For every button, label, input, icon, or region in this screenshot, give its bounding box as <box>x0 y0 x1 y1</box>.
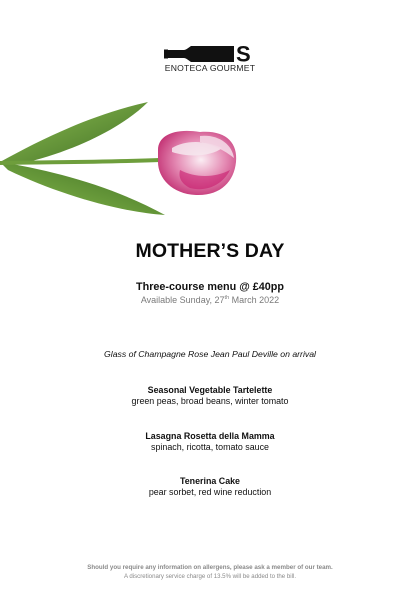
course-description: spinach, ricotta, tomato sauce <box>151 442 269 452</box>
service-charge-note: A discretionary service charge of 13.5% will be added to the bill. <box>123 573 297 580</box>
course-name: Seasonal Vegetable Tartelette <box>147 385 273 395</box>
logo-letter: S <box>236 41 251 64</box>
course-description: green peas, broad beans, winter tomato <box>131 396 289 406</box>
menu-subtitle: Three-course menu @ £40pp <box>136 281 284 293</box>
lower-leaf <box>0 162 165 215</box>
course-item <box>0 476 420 498</box>
allergens-note: Should you require any information on allergens, please ask a member of our team. <box>87 564 333 571</box>
tulip-illustration <box>0 100 245 220</box>
logo-wordmark: ENOTECA GOURMET <box>164 63 256 73</box>
course-name: Lasagna Rosetta della Mamma <box>145 431 275 441</box>
availability-date <box>0 295 420 305</box>
availability-rest: March 2022 <box>229 295 280 305</box>
course-item <box>0 385 420 407</box>
course-name: Tenerina Cake <box>179 476 240 486</box>
upper-leaf <box>0 102 148 164</box>
course-description: pear sorbet, red wine reduction <box>148 487 272 497</box>
menu-title: MOTHER’S DAY <box>135 240 285 262</box>
bottle-cap <box>164 50 168 59</box>
tulip-flower <box>158 131 236 195</box>
bottle-icon <box>166 46 234 62</box>
course-item <box>0 431 420 453</box>
arrival-drink: Glass of Champagne Rose Jean Paul Deville on arrival <box>104 349 316 359</box>
availability-ordinal: th <box>224 295 230 301</box>
availability-prefix: Available Sunday, 27 <box>140 295 225 305</box>
enoteca-gourmet-logo <box>164 40 264 64</box>
